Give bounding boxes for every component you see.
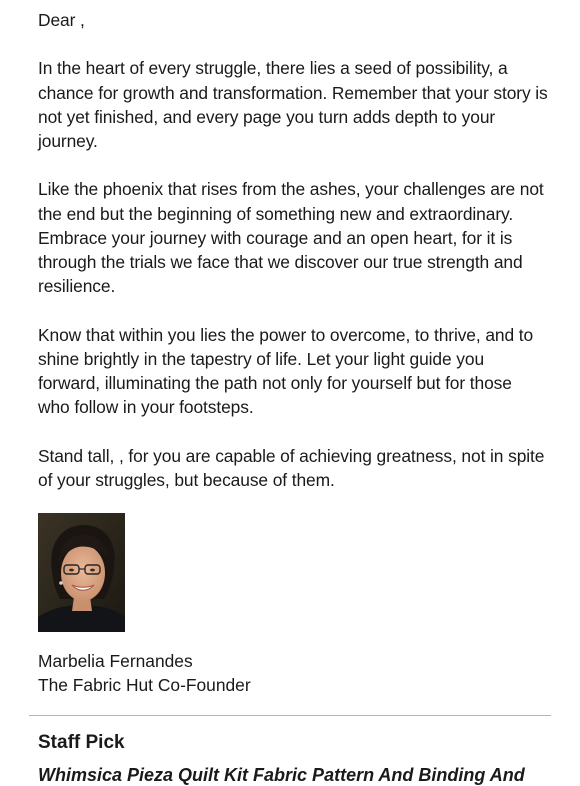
letter-greeting: Dear ,	[38, 10, 85, 30]
signature-block	[38, 649, 251, 697]
author-name: Marbelia Fernandes	[38, 651, 193, 671]
author-photo	[38, 513, 125, 632]
letter-paragraph-3: Know that within you lies the power to overcome, to thrive, and to shine brightly in the tapestry of life. Let your light guide you forward, illuminating the path not only for yourself but for those who follow in your footsteps.	[38, 324, 534, 418]
letter-paragraph-1: In the heart of every struggle, there lies a seed of possibility, a chance for growth and transformation. Remember that your story is not yet finished, and every page you turn adds depth to your journey.	[38, 58, 548, 151]
letter-paragraph-4: Stand tall, , for you are capable of achieving greatness, not in spite of your struggles, but because of them.	[38, 445, 545, 490]
letter-paragraph-2: Like the phoenix that rises from the ashes, your challenges are not the end but the beginning of something new and extraordinary. Embrace your journey with courage and an open heart, for it is through the trials we face that we discover our true strength and resilience.	[38, 179, 544, 297]
staff-pick-product-link[interactable]: Whimsica Pieza Quilt Kit Fabric Pattern And Binding And	[38, 765, 525, 785]
letter-content	[38, 8, 548, 516]
author-role: The Fabric Hut Co-Founder	[38, 675, 251, 696]
staff-pick-heading: Staff Pick	[38, 732, 125, 753]
section-divider	[29, 715, 551, 716]
